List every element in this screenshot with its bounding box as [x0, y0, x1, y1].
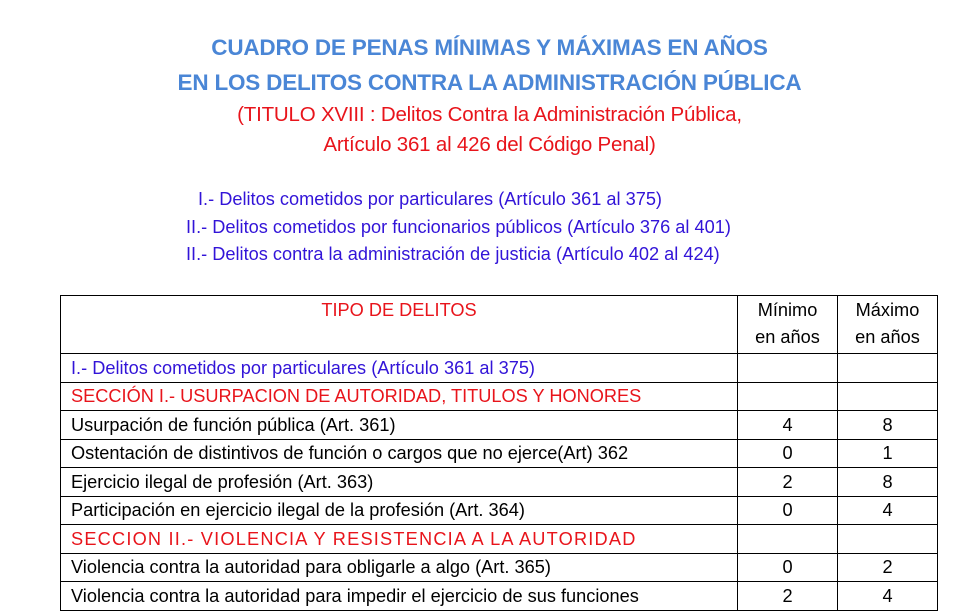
table-row-section-heading — [61, 382, 938, 411]
chapter-index-item: II.- Delitos contra la administración de justicia (Artículo 402 al 424) — [186, 244, 720, 264]
row-max: 8 — [838, 468, 938, 497]
row-min: 2 — [738, 582, 838, 611]
header-tipo-de-delitos: TIPO DE DELITOS — [61, 296, 738, 354]
table-row-part-heading — [61, 354, 938, 383]
row-max: 4 — [838, 582, 938, 611]
chapter-index-item: I.- Delitos cometidos por particulares (Artículo 361 al 375) — [198, 189, 662, 209]
row-label: Usurpación de función pública (Art. 361) — [61, 411, 738, 440]
row-max: 1 — [838, 439, 938, 468]
row-min: 0 — [738, 439, 838, 468]
header-minimo — [738, 296, 838, 354]
table-row-section-heading — [61, 525, 938, 554]
table-row — [61, 468, 938, 497]
row-label: SECCIÓN I.- USURPACION DE AUTORIDAD, TITULOS Y HONORES — [61, 382, 738, 411]
row-max — [838, 354, 938, 383]
row-max — [838, 382, 938, 411]
header-minimo-line-1: Mínimo — [757, 300, 818, 320]
row-label: Ejercicio ilegal de profesión (Art. 363) — [61, 468, 738, 497]
document-subtitle-line-2: Artículo 361 al 426 del Código Penal) — [323, 133, 656, 156]
table-row — [61, 439, 938, 468]
table-row — [61, 553, 938, 582]
row-min: 2 — [738, 468, 838, 497]
row-label: Violencia contra la autoridad para obligarle a algo (Art. 365) — [61, 553, 738, 582]
header-minimo-line-2: en años — [755, 327, 820, 347]
row-label: SECCION II.- VIOLENCIA Y RESISTENCIA A LA AUTORIDAD — [61, 525, 738, 554]
penalties-table — [60, 295, 938, 611]
header-maximo-line-1: Máximo — [855, 300, 920, 320]
document-title-line-1: CUADRO DE PENAS MÍNIMAS Y MÁXIMAS EN AÑOS — [211, 35, 768, 60]
row-min — [738, 382, 838, 411]
row-min — [738, 354, 838, 383]
row-min: 0 — [738, 496, 838, 525]
table-row — [61, 496, 938, 525]
row-max — [838, 525, 938, 554]
table-header-row — [61, 296, 938, 354]
row-max: 8 — [838, 411, 938, 440]
row-min: 4 — [738, 411, 838, 440]
row-min: 0 — [738, 553, 838, 582]
table-row — [61, 411, 938, 440]
row-max: 2 — [838, 553, 938, 582]
row-max: 4 — [838, 496, 938, 525]
row-min — [738, 525, 838, 554]
row-label: Participación en ejercicio ilegal de la profesión (Art. 364) — [61, 496, 738, 525]
header-maximo-line-2: en años — [855, 327, 920, 347]
header-maximo — [838, 296, 938, 354]
chapter-index-item: II.- Delitos cometidos por funcionarios públicos (Artículo 376 al 401) — [186, 216, 731, 237]
table-row — [61, 582, 938, 611]
row-label: Ostentación de distintivos de función o cargos que no ejerce(Art) 362 — [61, 439, 738, 468]
chapter-index — [186, 186, 731, 269]
document-subtitle-line-1: (TITULO XVIII : Delitos Contra la Administración Pública, — [237, 103, 742, 126]
row-label: Violencia contra la autoridad para impedir el ejercicio de sus funciones — [61, 582, 738, 611]
row-label: I.- Delitos cometidos por particulares (Artículo 361 al 375) — [61, 354, 738, 383]
document-title-line-2: EN LOS DELITOS CONTRA LA ADMINISTRACIÓN PÚBLICA — [177, 70, 802, 95]
